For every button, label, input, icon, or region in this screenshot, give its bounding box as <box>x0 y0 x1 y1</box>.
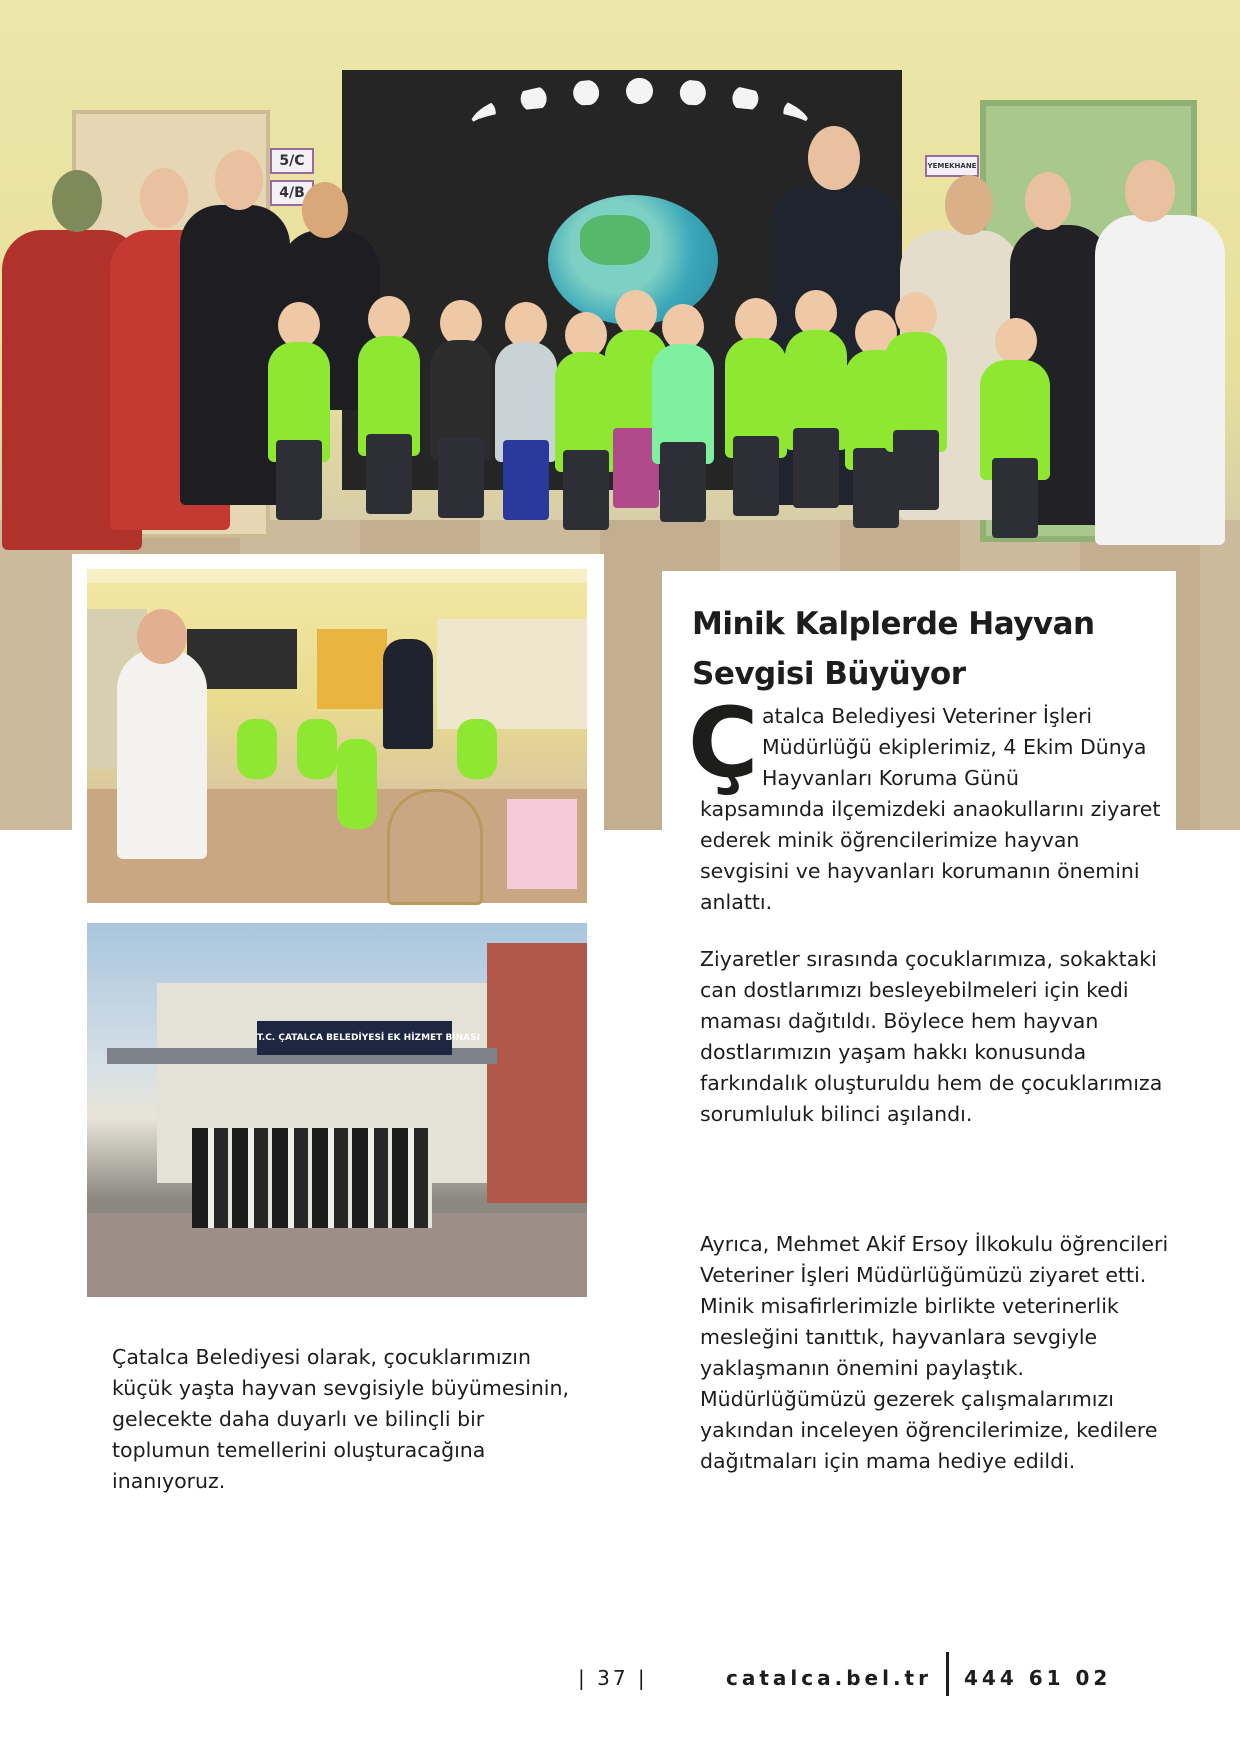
adult-head <box>302 182 348 238</box>
pink-cage <box>507 799 577 889</box>
adult-head <box>52 170 102 232</box>
official-figure <box>383 639 433 749</box>
child-figure <box>237 719 277 779</box>
child-legs <box>660 442 706 522</box>
child-legs <box>276 440 322 520</box>
child-legs <box>503 440 549 520</box>
article-title: Minik Kalplerde Hayvan Sevgisi Büyüyor <box>692 606 1095 692</box>
ceiling <box>87 569 587 583</box>
child-legs <box>563 450 609 530</box>
paragraph-3: Ayrıca, Mehmet Akif Ersoy İlkokulu öğrencileri Veteriner İşleri Müdürlüğümüzü ziyaret etti. Minik misafirlerimizle birlikte veterinerlik mesleğini tanıttık, hayvanlara sevgiyle yaklaşmanın önemini paylaştık. Müdürlüğümüzü gezerek çalışmalarımızı yakından inceleyen öğrencilerimize, kedilere dağıtmaları için mama hediye edildi. <box>700 1232 1169 1473</box>
classroom-photo <box>87 569 587 903</box>
shelves <box>437 619 587 729</box>
drop-cap: Ç <box>688 687 759 799</box>
building-photo <box>87 923 587 1297</box>
globe-land <box>580 215 650 265</box>
paragraph-1-lead: atalca Belediyesi Veteriner İşleri Müdürlüğü ekiplerimiz, 4 Ekim Dünya Hayvanları Koruma Günü <box>762 704 1147 790</box>
child-legs <box>366 434 412 514</box>
cafeteria-sign: YEMEKHANE <box>925 155 979 177</box>
side-statement: Çatalca Belediyesi olarak, çocuklarımızın küçük yaşta hayvan sevgisiyle büyümesinin, gelecekte daha duyarlı ve bilinçli bir toplumun temellerini oluşturacağına inanıyoruz. <box>112 1345 570 1493</box>
adult-head <box>808 126 860 190</box>
child-legs <box>893 430 939 510</box>
paragraph-1-rest: kapsamında ilçemizdeki anaokullarını ziyaret ederek minik öğrencilerimize hayvan sevgisini ve hayvanları korumanın önemini anlattı. <box>700 797 1161 914</box>
website-link[interactable]: catalca.bel.tr <box>726 1666 932 1690</box>
room-sign-4b: 4/B <box>270 180 314 206</box>
photo-card <box>72 554 604 1300</box>
phone-number: 444 61 02 <box>964 1666 1112 1690</box>
building-sign: T.C. ÇATALCA BELEDİYESİ EK HİZMET BİNASI <box>257 1021 452 1055</box>
adult-head <box>1125 160 1175 222</box>
room-sign-5c: 5/C <box>270 148 314 174</box>
child-figure <box>337 739 377 829</box>
child-legs <box>733 436 779 516</box>
adult-head <box>215 150 263 210</box>
child-figure <box>297 719 337 779</box>
page-number: | 37 | <box>578 1666 648 1690</box>
adult-figure <box>1095 215 1225 545</box>
paw-prints-decoration <box>470 78 810 174</box>
teacher-figure <box>117 649 207 859</box>
child-legs <box>793 428 839 508</box>
child-head <box>995 318 1037 364</box>
poster <box>317 629 387 709</box>
bird-cage <box>387 789 483 905</box>
group-of-students <box>192 1128 432 1228</box>
paragraph-2: Ziyaretler sırasında çocuklarımıza, sokaktaki can dostlarımızı besleyebilmeleri için kedi maması dağıtıldı. Böylece hem hayvan dostlarımızın yaşam hakkı konusunda farkındalık oluşturuldu hem de çocuklarımıza sorumluluk bilinci aşılandı. <box>700 947 1163 1126</box>
child-legs <box>992 458 1038 538</box>
child-legs <box>438 438 484 518</box>
article-card <box>662 571 1176 1301</box>
footer-divider <box>946 1652 949 1696</box>
adult-head <box>945 175 993 235</box>
adult-head <box>1025 172 1071 230</box>
child-figure <box>457 719 497 779</box>
side-building <box>487 943 587 1203</box>
teacher-head <box>137 609 187 664</box>
adult-head <box>140 168 188 228</box>
